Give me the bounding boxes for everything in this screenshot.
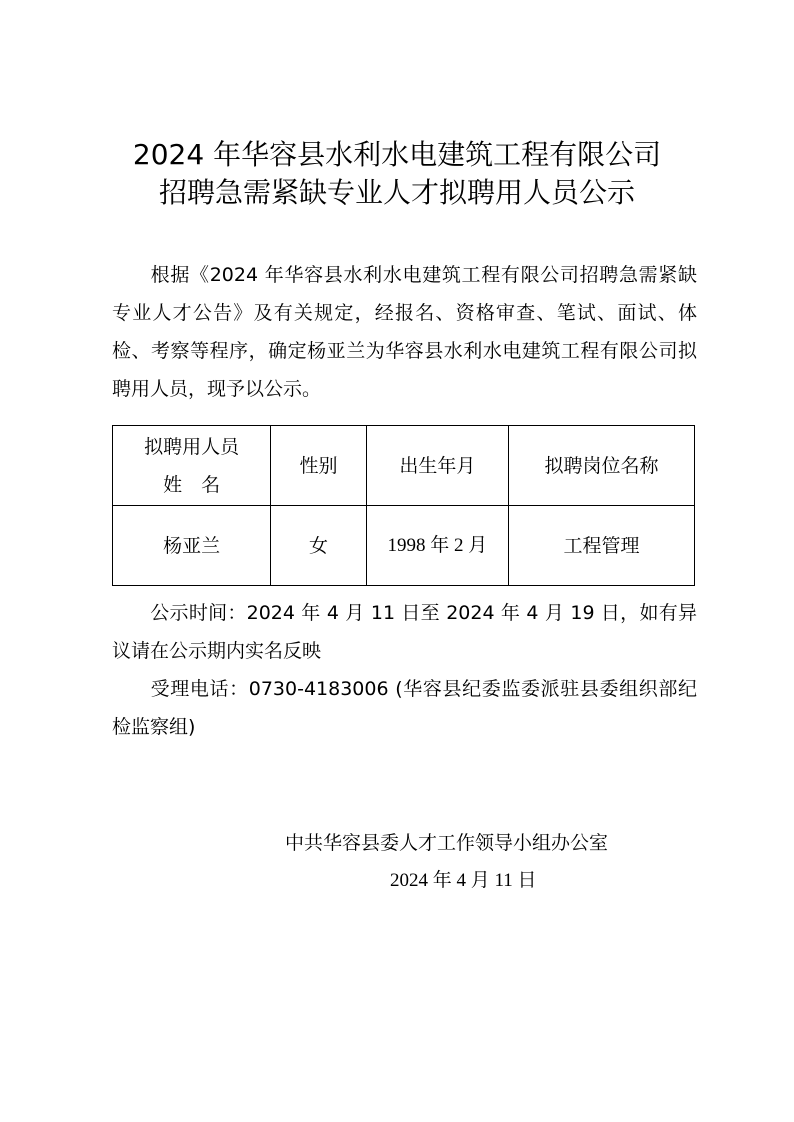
header-position: 拟聘岗位名称 [509,426,695,506]
cell-name: 杨亚兰 [113,506,271,586]
document-title-line-1: 2024 年华容县水利水电建筑工程有限公司 [132,138,662,171]
table-header-row [113,426,695,506]
cell-position: 工程管理 [509,506,695,586]
table-row [113,506,695,586]
contact-paragraph [112,670,697,746]
document-title-line-2: 招聘急需紧缺专业人才拟聘用人员公示 [158,176,635,209]
notice-period-text: 公示时间：2024 年 4 月 11 日至 2024 年 4 月 19 日，如有异议请在公示期内实名反映 [112,602,697,662]
header-gender: 性别 [271,426,367,506]
header-birth: 出生年月 [366,426,508,506]
signature-organization: 中共华容县委人才工作领导小组办公室 [285,832,609,854]
header-name-line-1: 拟聘用人员 [144,435,240,458]
signature-date: 2024 年 4 月 11 日 [390,870,537,891]
header-name-line-2: 姓 名 [163,473,221,496]
intro-paragraph [112,256,697,408]
candidate-table [112,425,695,586]
contact-text: 受理电话：0730-4183006 (华容县纪委监委派驻县委组织部纪检监察组) [112,678,697,738]
cell-gender: 女 [271,506,367,586]
notice-period-paragraph [112,594,697,670]
header-name-cell [113,426,271,506]
intro-text: 根据《2024 年华容县水利水电建筑工程有限公司招聘急需紧缺专业人才公告》及有关规定，经报名、资格审查、笔试、面试、体检、考察等程序，确定杨亚兰为华容县水利水电建筑工程有限公司拟聘用人员，现予以公示。 [112,264,697,400]
cell-birth: 1998 年 2 月 [366,506,508,586]
